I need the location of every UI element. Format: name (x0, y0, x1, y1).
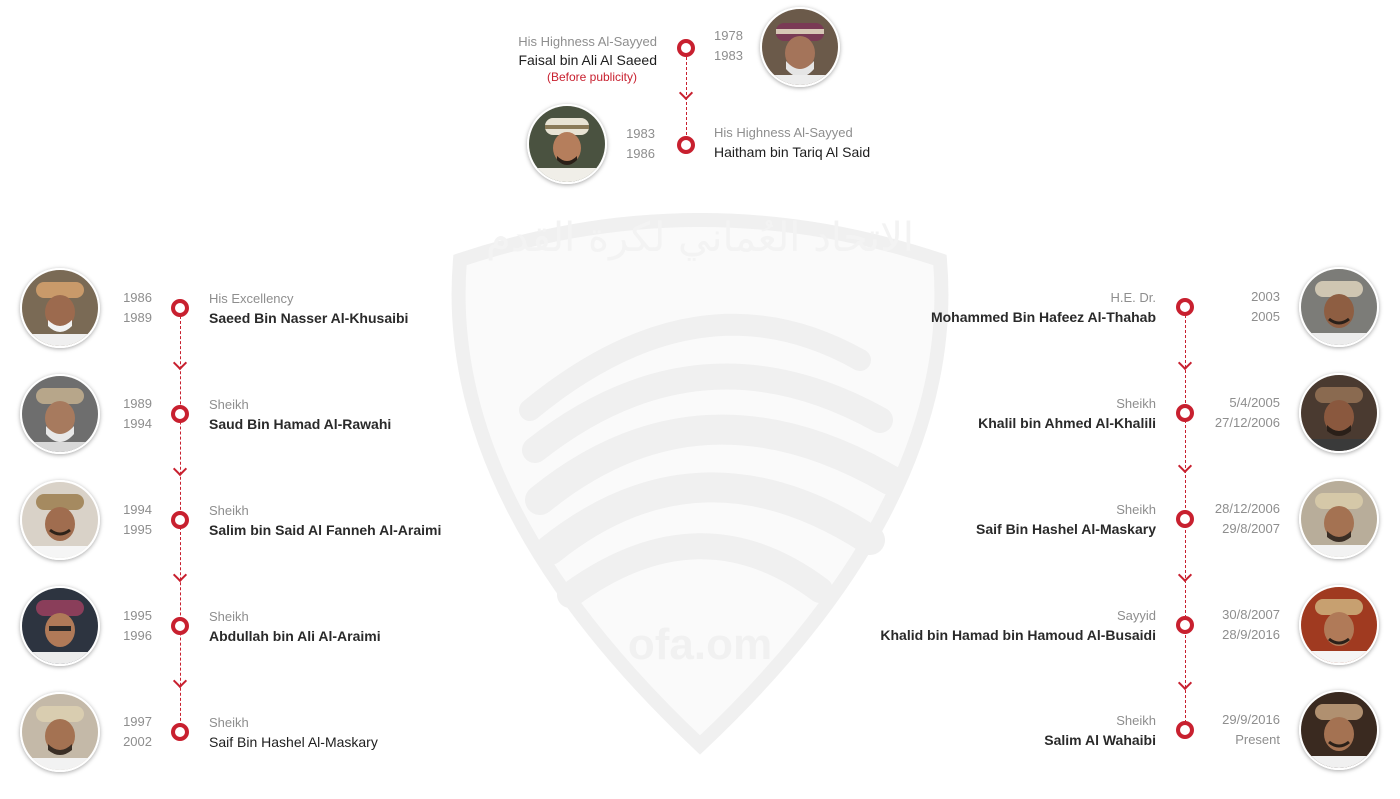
president-title: His Highness Al-Sayyed (714, 125, 853, 140)
president-name: Saif Bin Hashel Al-Maskary (976, 521, 1156, 537)
timeline-node (1176, 721, 1194, 739)
president-title: Sheikh (1116, 396, 1156, 411)
year-range: 1983 1986 (626, 126, 655, 161)
watermark-site-text: ofa.om (627, 620, 773, 669)
avatar (1299, 690, 1379, 770)
year-range: 1997 2002 (123, 714, 152, 749)
avatar (20, 586, 100, 666)
year-range: 1995 1996 (123, 608, 152, 643)
timeline-node (171, 299, 189, 317)
watermark-arabic-text: الاتحاد العُماني لكرة القدم (485, 215, 914, 261)
president-name: Saeed Bin Nasser Al-Khusaibi (209, 310, 409, 326)
president-name: Mohammed Bin Hafeez Al-Thahab (930, 309, 1156, 325)
president-title: H.E. Dr. (1110, 290, 1156, 305)
year-range: 28/12/2006 29/8/2007 (1214, 501, 1280, 536)
year-range: 29/9/2016 Present (1222, 712, 1280, 747)
president-name: Haitham bin Tariq Al Said (714, 144, 871, 160)
year-range: 30/8/2007 28/9/2016 (1222, 607, 1280, 642)
president-title: Sheikh (1116, 502, 1156, 517)
chevron-down-icon (1178, 676, 1192, 690)
year-range: 1978 1983 (714, 28, 743, 63)
president-name: Salim Al Wahaibi (1044, 732, 1156, 748)
president-title: Sheikh (1116, 713, 1156, 728)
avatar (527, 104, 607, 184)
president-name: Khalid bin Hamad bin Hamoud Al-Busaidi (880, 627, 1156, 643)
timeline-node (677, 39, 695, 57)
year-range: 1986 1989 (123, 290, 152, 325)
timeline-node (171, 723, 189, 741)
chevron-down-icon (679, 86, 693, 100)
president-title: Sheikh (209, 503, 249, 518)
avatar (760, 7, 840, 87)
timeline-node (677, 136, 695, 154)
timeline-node (1176, 616, 1194, 634)
avatar (1299, 267, 1379, 347)
president-title: Sheikh (209, 715, 249, 730)
president-name: Khalil bin Ahmed Al-Khalili (978, 415, 1156, 431)
timeline-node (171, 511, 189, 529)
chevron-down-icon (1178, 459, 1192, 473)
timeline-node (171, 617, 189, 635)
year-range: 5/4/2005 27/12/2006 (1214, 395, 1280, 430)
year-range: 1989 1994 (123, 396, 152, 431)
president-name: Salim bin Said Al Fanneh Al-Araimi (209, 522, 442, 538)
president-name: Saud Bin Hamad Al-Rawahi (209, 416, 392, 432)
avatar (1299, 373, 1379, 453)
president-name: Faisal bin Ali Al Saeed (518, 52, 657, 68)
president-name: Abdullah bin Ali Al-Araimi (209, 628, 381, 644)
avatar (1299, 479, 1379, 559)
timeline-node (171, 405, 189, 423)
president-title: Sheikh (209, 609, 249, 624)
avatar (20, 480, 100, 560)
president-note: (Before publicity) (546, 70, 637, 84)
timeline-node (1176, 510, 1194, 528)
year-range: 2003 2005 (1251, 289, 1280, 324)
chevron-down-icon (1178, 356, 1192, 370)
year-range: 1994 1995 (123, 502, 152, 537)
president-title: His Highness Al-Sayyed (518, 34, 657, 49)
avatar (1299, 585, 1379, 665)
president-title: Sheikh (209, 397, 249, 412)
president-title: His Excellency (209, 291, 294, 306)
chevron-down-icon (173, 568, 187, 582)
avatar (20, 268, 100, 348)
avatar (20, 692, 100, 772)
chevron-down-icon (1178, 568, 1192, 582)
president-title: Sayyid (1116, 608, 1156, 623)
president-name: Saif Bin Hashel Al-Maskary (209, 734, 378, 750)
timeline-node (1176, 298, 1194, 316)
ofa-watermark-shield (440, 200, 960, 760)
chevron-down-icon (173, 356, 187, 370)
chevron-down-icon (173, 674, 187, 688)
timeline-node (1176, 404, 1194, 422)
chevron-down-icon (173, 462, 187, 476)
avatar (20, 374, 100, 454)
